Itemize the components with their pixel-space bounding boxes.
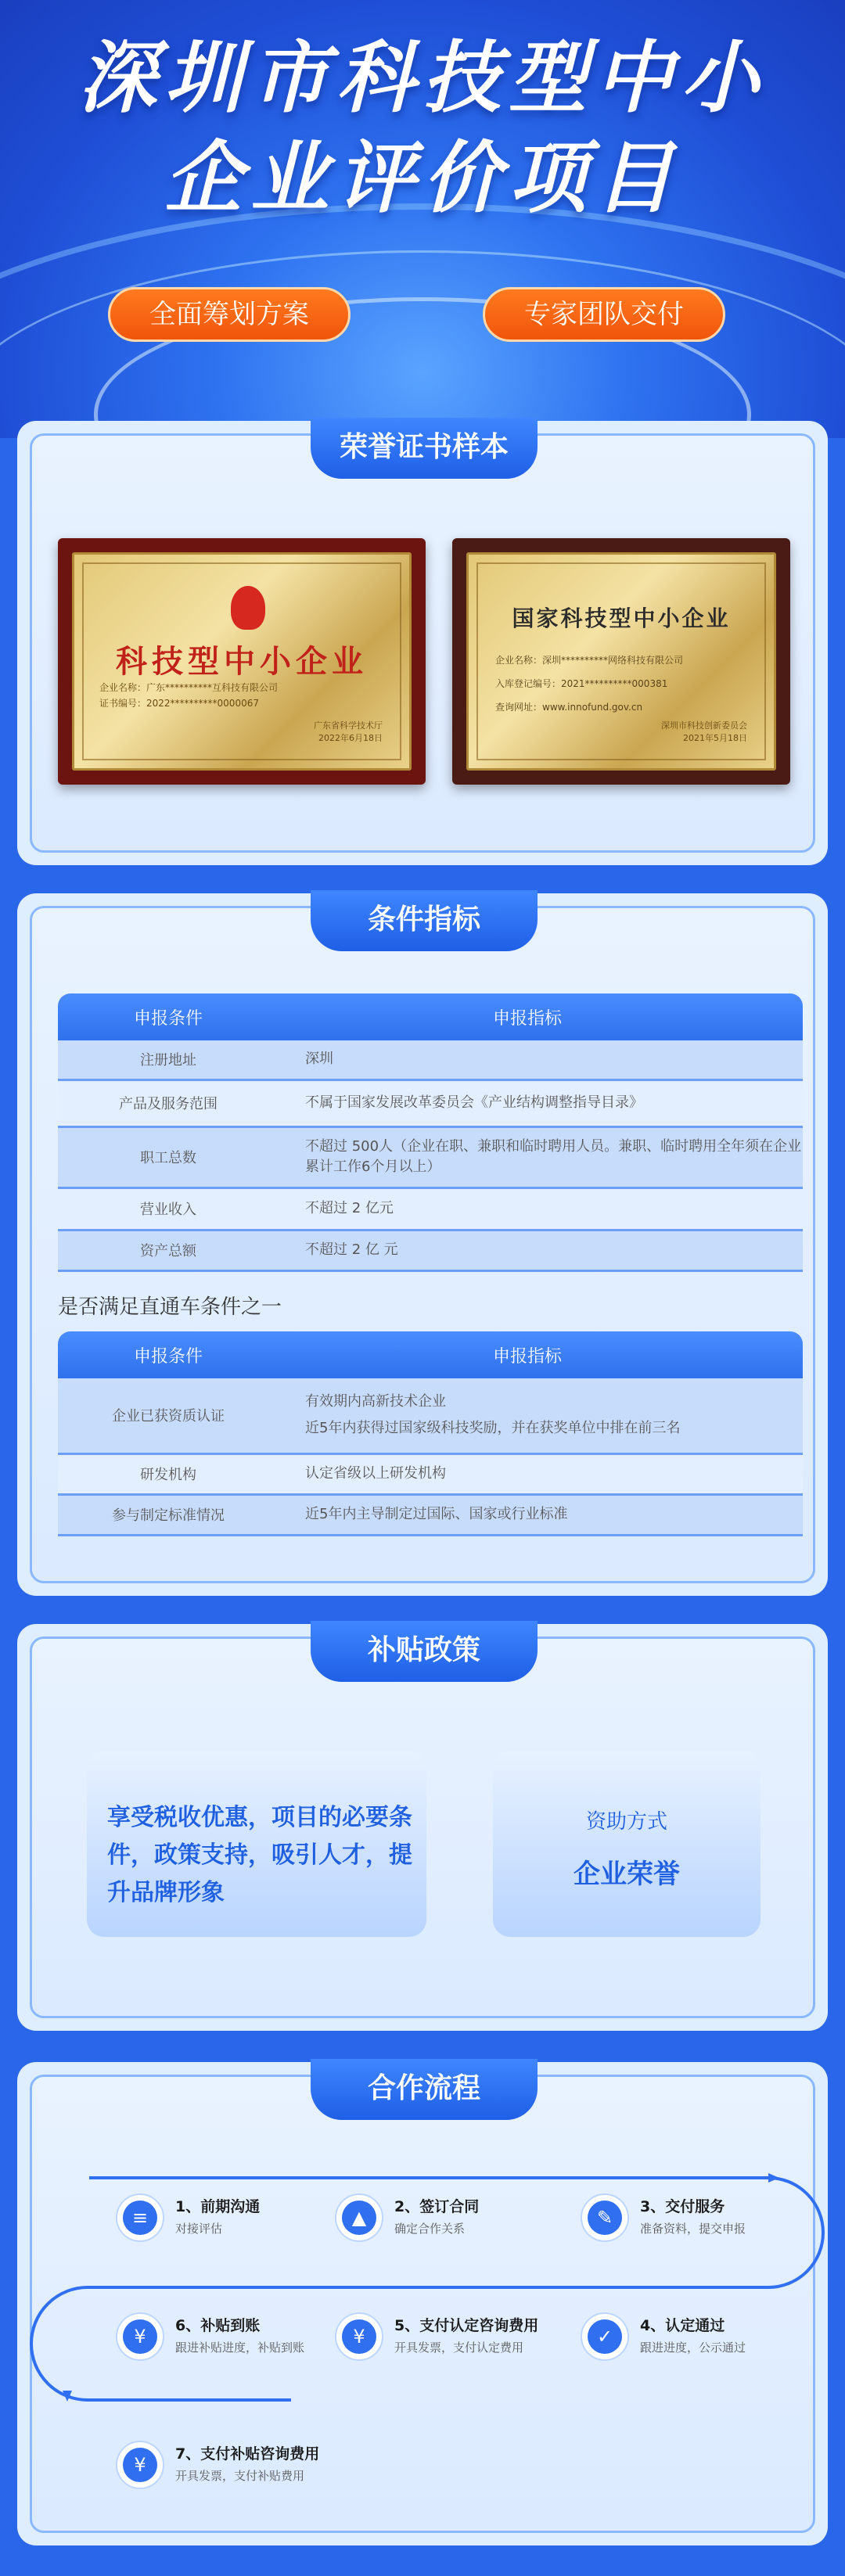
- certificate-issuer: [314, 720, 383, 745]
- index-line: 有效期内高新技术企业: [305, 1393, 446, 1410]
- table-row: [58, 1126, 803, 1187]
- section-title: 补贴政策: [311, 1621, 538, 1682]
- column-header-index: 申报指标: [279, 1331, 803, 1378]
- document-icon: [116, 2193, 164, 2242]
- step-title: 6、补贴到账: [175, 2317, 261, 2334]
- company-line: 企业名称：广东**********互科技有限公司: [99, 682, 279, 693]
- index-cell: [279, 1378, 803, 1453]
- index-cell: 不超过 2 亿 元: [279, 1230, 803, 1270]
- condition-cell: 研发机构: [58, 1453, 279, 1494]
- condition-cell: 职工总数: [58, 1126, 279, 1187]
- funding-method-value: 企业荣誉: [574, 1859, 680, 1890]
- certificate-name: 国家科技型中小企业: [512, 605, 731, 631]
- benefit-text: 享受税收优惠，项目的必要条件，政策支持，吸引人才，提升品牌形象: [107, 1804, 412, 1906]
- step-desc: 对接评估: [175, 2222, 223, 2236]
- process-step-1: [116, 2189, 351, 2251]
- table-row: [58, 1453, 803, 1494]
- benefit-box: [87, 1751, 426, 1937]
- query-line: 查询网址：www.innofund.gov.cn: [495, 702, 643, 713]
- payment-glyph: ¥: [342, 2319, 376, 2354]
- step-title: 5、支付认定咨询费用: [394, 2317, 539, 2334]
- step-desc: 确定合作关系: [394, 2222, 466, 2236]
- check-icon: [581, 2312, 629, 2361]
- step-title: 7、支付补贴咨询费用: [175, 2445, 320, 2463]
- issuer-name: 广东省科学技术厅: [314, 720, 383, 731]
- column-header-index: 申报指标: [279, 993, 803, 1040]
- step-desc: 开具发票，支付补贴费用: [175, 2469, 305, 2483]
- stamp-glyph: ▲: [342, 2201, 376, 2235]
- fast-track-table: [58, 1331, 803, 1536]
- condition-cell: 营业收入: [58, 1187, 279, 1230]
- index-cell: 深圳: [279, 1040, 803, 1080]
- issuer-name: 深圳市科技创新委员会: [661, 720, 747, 731]
- hero-title-line2: 企业评价项目: [164, 132, 681, 224]
- certificate-section: [17, 421, 828, 865]
- step-desc: 跟进进度，公示通过: [640, 2341, 746, 2355]
- tag-expert-team: 专家团队交付: [483, 287, 725, 342]
- condition-cell: 资产总额: [58, 1230, 279, 1270]
- table-row: [58, 1080, 803, 1126]
- conditions-table: [58, 993, 803, 1272]
- pen-glyph: ✎: [588, 2201, 622, 2235]
- stamp-icon: [335, 2193, 383, 2242]
- certificate-national-tech-sme: [452, 538, 790, 785]
- issue-date: 2021年5月18日: [683, 733, 747, 743]
- step-title: 2、签订合同: [394, 2198, 480, 2215]
- certificate-details: [99, 680, 278, 711]
- funding-method-box: [493, 1751, 760, 1937]
- tag-full-planning: 全面筹划方案: [108, 287, 351, 342]
- certificate-plate: [72, 552, 412, 771]
- column-header-condition: 申报条件: [58, 993, 279, 1040]
- process-step-7: [116, 2436, 351, 2499]
- column-header-condition: 申报条件: [58, 1331, 279, 1378]
- step-title: 3、交付服务: [640, 2198, 725, 2215]
- table-row: [58, 1230, 803, 1270]
- step-desc: 开具发票，支付认定费用: [394, 2341, 524, 2355]
- section-title: 荣誉证书样本: [311, 418, 538, 479]
- index-cell: 认定省级以上研发机构: [279, 1453, 803, 1494]
- step-title: 4、认定通过: [640, 2317, 725, 2334]
- index-cell: 不属于国家发展改革委员会《产业结构调整指导目录》: [279, 1080, 803, 1126]
- fast-track-title: 是否满足直通车条件之一: [58, 1295, 282, 1319]
- coin-icon: [116, 2441, 164, 2489]
- pen-icon: [581, 2193, 629, 2242]
- process-step-2: [335, 2189, 570, 2251]
- step-title: 1、前期沟通: [175, 2198, 261, 2215]
- issue-date: 2022年6月18日: [318, 733, 383, 743]
- section-title: 合作流程: [311, 2059, 538, 2120]
- index-line: 近5年内获得过国家级科技奖励，并在获奖单位中排在前三名: [305, 1420, 681, 1437]
- coin-glyph: ¥: [123, 2448, 157, 2482]
- process-step-3: [581, 2189, 815, 2251]
- money-bag-icon: [116, 2312, 164, 2361]
- certificate-name: 科技型中小企业: [116, 643, 368, 680]
- certificate-details: [495, 648, 683, 719]
- funding-method-label: 资助方式: [585, 1810, 667, 1834]
- step-desc: 跟进补贴进度，补贴到账: [175, 2341, 305, 2355]
- certificate-issuer: [661, 720, 747, 745]
- subsidy-section: [17, 1624, 828, 2031]
- condition-cell: 产品及服务范围: [58, 1080, 279, 1126]
- condition-cell: 参与制定标准情况: [58, 1494, 279, 1535]
- process-section: [17, 2062, 828, 2545]
- process-step-4: [581, 2308, 815, 2370]
- certificate-tech-sme: [58, 538, 426, 785]
- money-bag-glyph: ¥: [123, 2319, 157, 2354]
- table-row: [58, 1187, 803, 1230]
- table-row: [58, 1494, 803, 1535]
- document-glyph: ≡: [123, 2201, 157, 2235]
- section-title: 条件指标: [311, 890, 538, 951]
- condition-cell: 注册地址: [58, 1040, 279, 1080]
- check-glyph: ✓: [588, 2319, 622, 2354]
- conditions-section: [17, 893, 828, 1596]
- company-line: 企业名称：深圳**********网络科技有限公司: [495, 655, 684, 666]
- index-cell: 不超过 2 亿元: [279, 1187, 803, 1230]
- process-step-5: [335, 2308, 570, 2370]
- step-desc: 准备资料，提交申报: [640, 2222, 746, 2236]
- index-cell: 近5年内主导制定过国际、国家或行业标准: [279, 1494, 803, 1535]
- certificate-plate: [466, 552, 776, 771]
- table-row: [58, 1378, 803, 1453]
- condition-cell: 企业已获资质认证: [58, 1378, 279, 1453]
- hero-title-line1: 深圳市科技型中小: [78, 32, 767, 124]
- code-line: 证书编号：2022**********0000067: [99, 698, 259, 709]
- flame-logo-icon: [231, 586, 265, 630]
- code-line: 入库登记编号：2021**********000381: [495, 678, 668, 689]
- table-row: [58, 1040, 803, 1080]
- index-cell: 不超过 500人（企业在职、兼职和临时聘用人员。兼职、临时聘用全年须在企业累计工作6个月以上）: [279, 1126, 803, 1187]
- hero-banner: [0, 0, 845, 438]
- process-step-6: [116, 2308, 351, 2370]
